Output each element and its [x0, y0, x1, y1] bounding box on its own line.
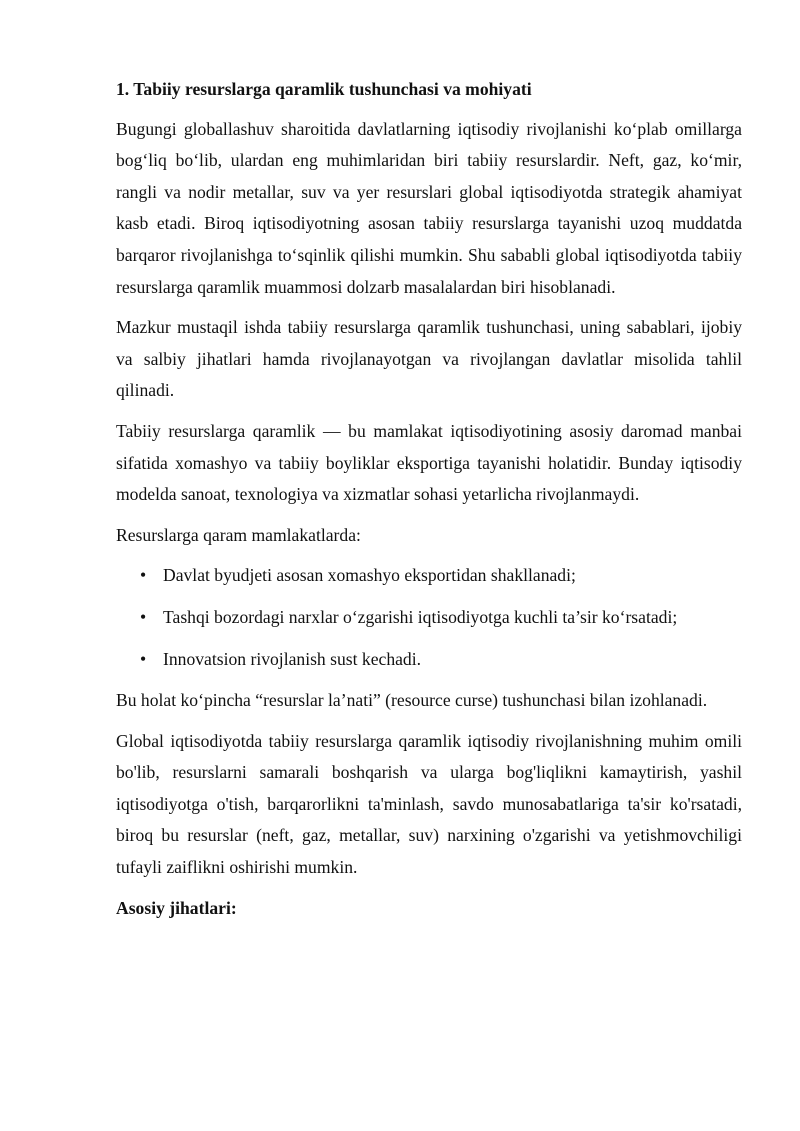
- paragraph-intro: Bugungi globallashuv sharoitida davlatlarning iqtisodiy rivojlanishi koʻplab omillarga bogʻliq boʻlib, ulardan eng muhimlaridan biri tabiiy resurslardir. Neft, gaz, koʻmir, rangli va nodir metallar, suv va yer resurslari global iqtisodiyotda strategik ahamiyat kasb etadi. Biroq iqtisodiyotning asosan tabiiy resurslarga tayanishi uzoq muddatda barqaror rivojlanishga toʻsqinlik qilishi mumkin. Shu sababli global iqtisodiyotda tabiiy resurslarga qaramlik muammosi dolzarb masalalardan biri hisoblanadi.: [116, 118, 742, 297]
- list-item: [116, 560, 742, 592]
- paragraph-definition: Tabiiy resurslarga qaramlik — bu mamlakat iqtisodiyotining asosiy daromad manbai sifatida xomashyo va tabiiy boyliklar eksportiga tayanishi holatidir. Bunday iqtisodiy modelda sanoat, texnologiya va xizmatlar sohasi yetarlicha rivojlanmaydi.: [116, 420, 742, 505]
- list-item-text: Innovatsion rivojlanish sust kechadi.: [163, 648, 422, 669]
- paragraph-list-intro: Resurslarga qaram mamlakatlarda:: [116, 524, 361, 545]
- paragraph-scope: Mazkur mustaqil ishda tabiiy resurslarga qaramlik tushunchasi, uning sabablari, ijobiy va salbiy jihatlari hamda rivojlanayotgan va rivojlangan davlatlar misolida tahlil qilinadi.: [116, 317, 742, 401]
- document-body: [116, 74, 742, 924]
- bullet-icon: •: [140, 565, 147, 586]
- paragraph-resource-curse: Bu holat koʻpincha “resurslar la’nati” (resource curse) tushunchasi bilan izohlanadi.: [116, 690, 708, 711]
- list-item: [116, 644, 742, 676]
- paragraph-global-economy: Global iqtisodiyotda tabiiy resurslarga qaramlik iqtisodiy rivojlanishning muhim omili bo'lib, resurslarni samarali boshqarish va ularga bog'liqlikni kamaytirish, yashil iqtisodiyotga o'tish, barqarorlikni ta'minlash, savdo munosabatlariga ta'sir ko'rsatadi, biroq bu resurslar (neft, gaz, metallar, suv) narxining o'zgarishi va yetishmovchiligi tufayli zaiflikni oshirishi mumkin.: [116, 730, 742, 878]
- bullet-icon: •: [140, 648, 147, 669]
- bullet-list: [116, 560, 742, 675]
- list-item-text: Tashqi bozordagi narxlar oʻzgarishi iqtisodiyotga kuchli ta’sir koʻrsatadi;: [163, 606, 678, 627]
- bullet-icon: •: [140, 606, 147, 627]
- subheading: Asosiy jihatlari:: [116, 897, 237, 918]
- section-heading: 1. Tabiiy resurslarga qaramlik tushunchasi va mohiyati: [116, 79, 532, 99]
- list-item: [116, 602, 742, 634]
- list-item-text: Davlat byudjeti asosan xomashyo eksportidan shakllanadi;: [163, 565, 576, 586]
